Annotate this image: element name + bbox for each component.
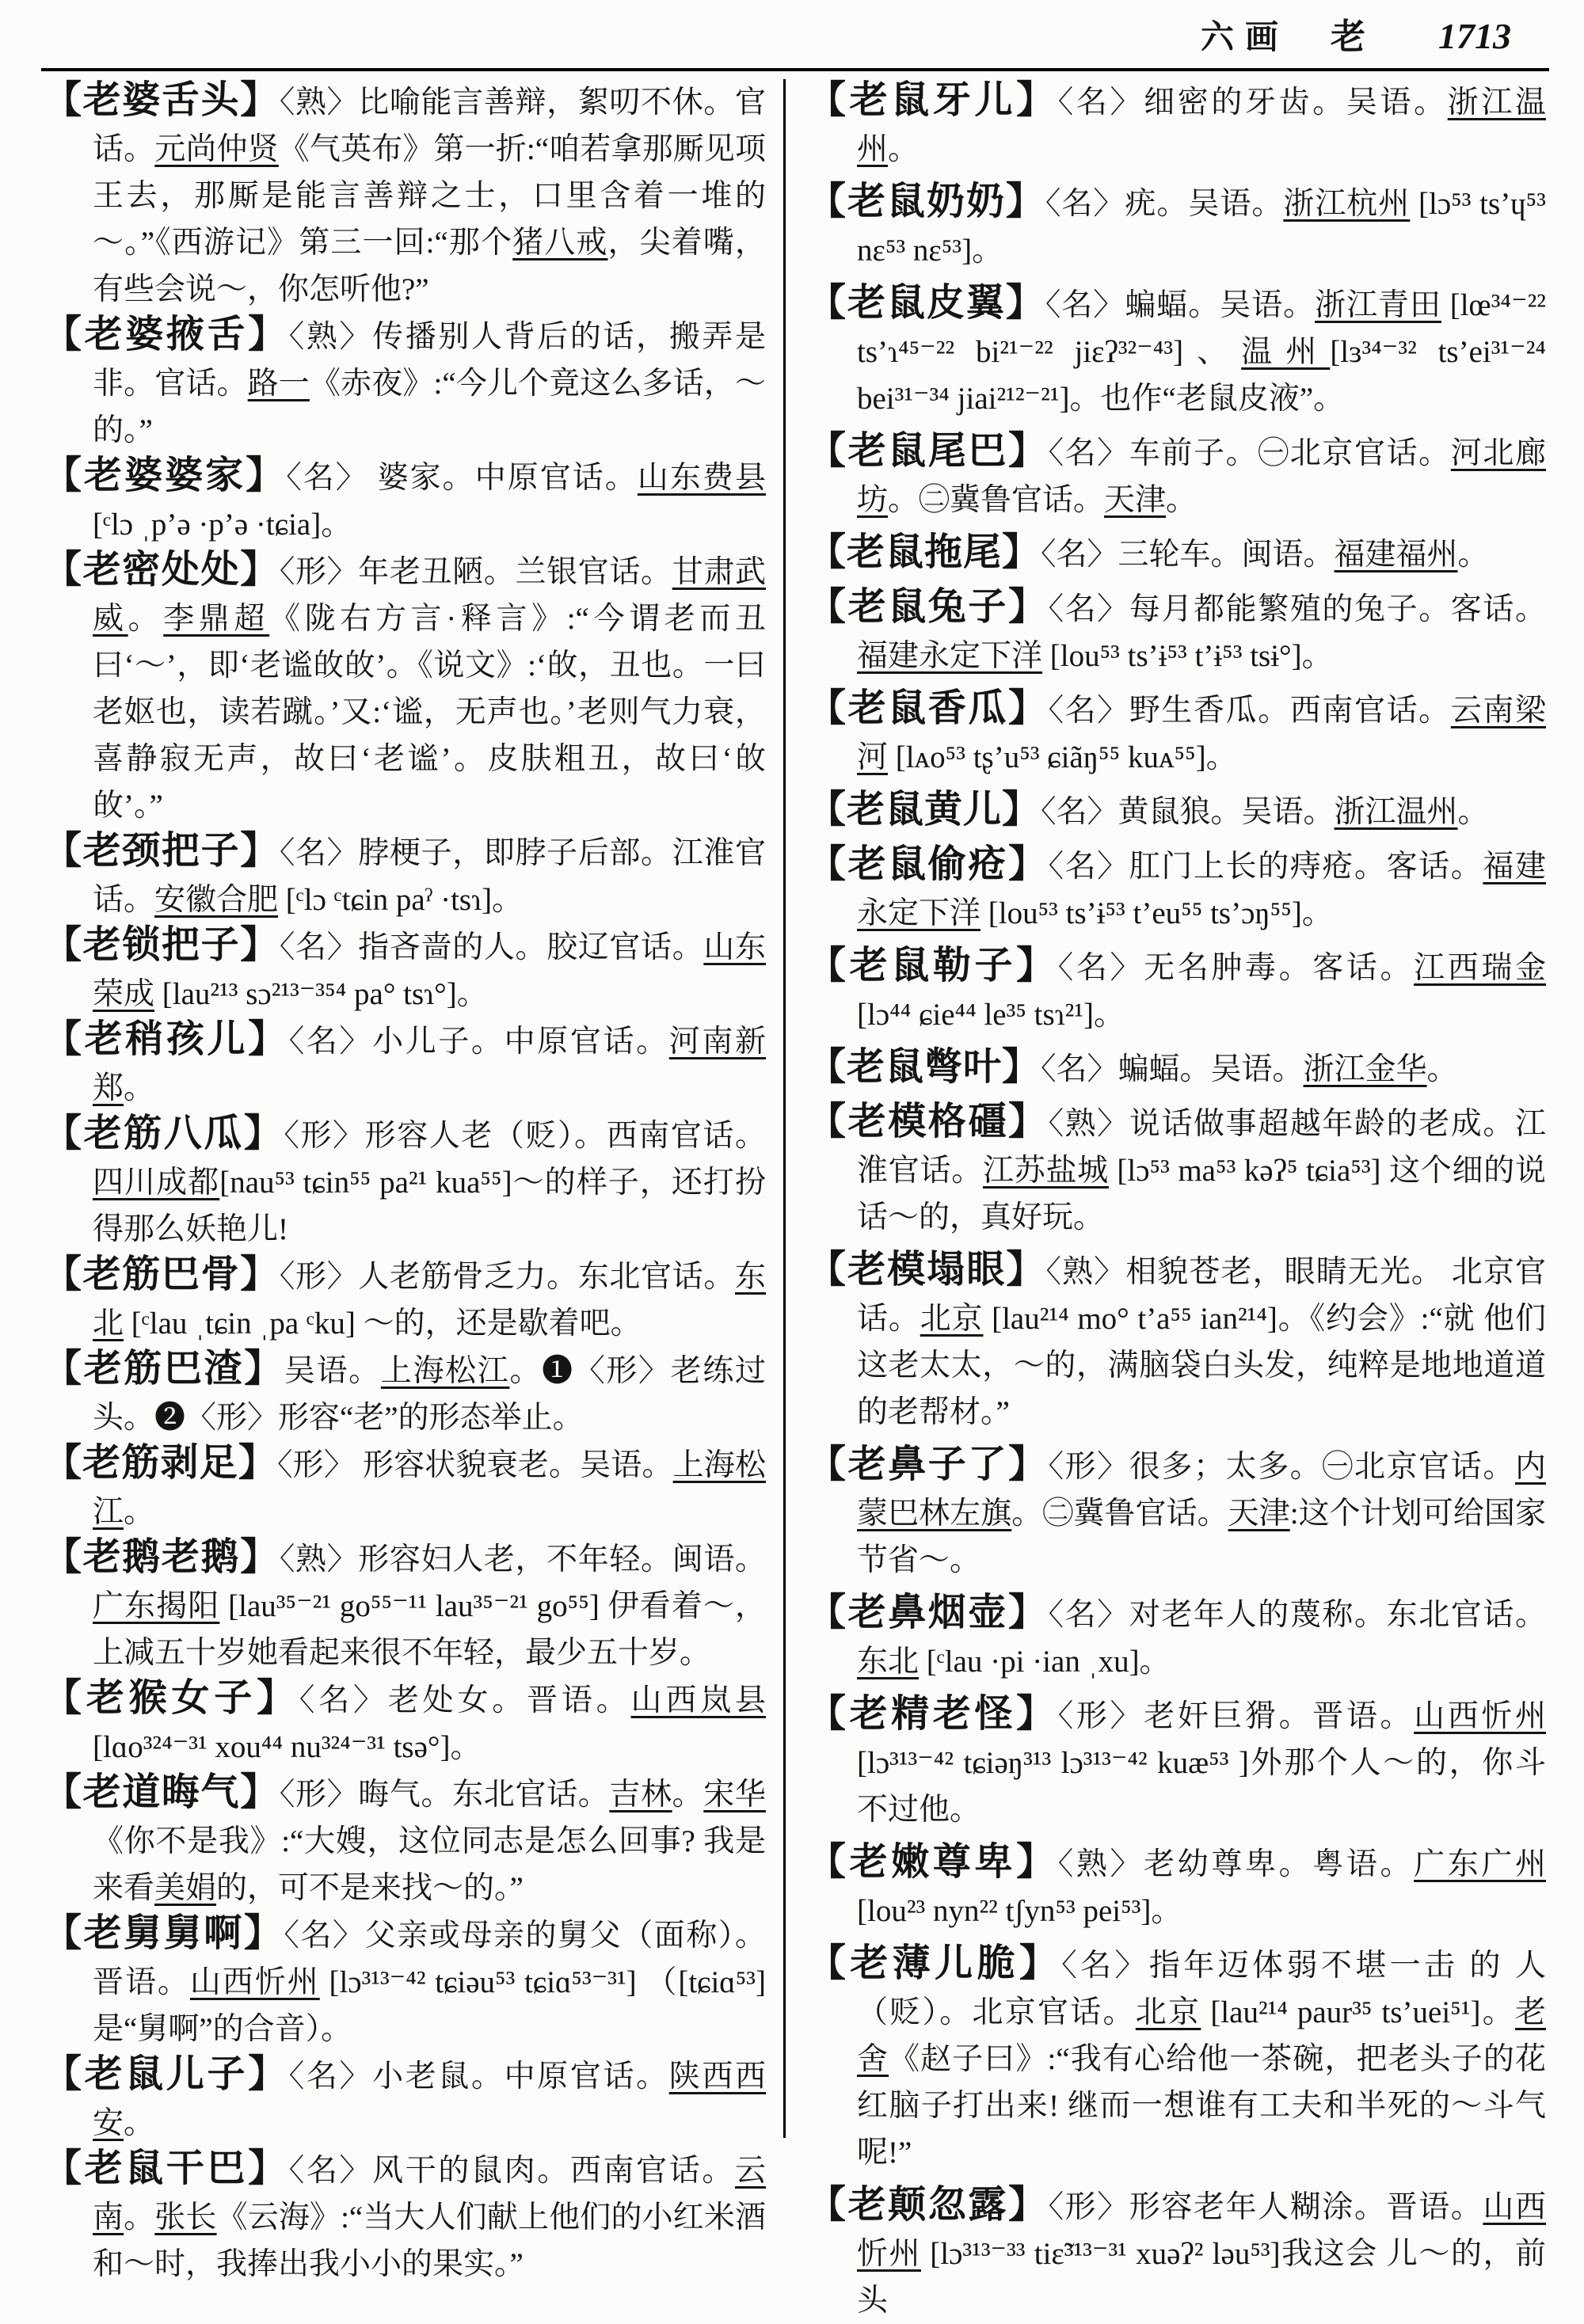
entry-headword: 【老婆掖舌】 — [44, 314, 289, 356]
dict-entry — [44, 1677, 766, 1771]
dict-entry — [44, 1018, 766, 1112]
entry-text: [lᴀo⁵³ tʂ’u⁵³ ɕiãŋ⁵⁵ kuᴀ⁵⁵]。 — [888, 740, 1237, 774]
entry-text: 〈名〉小儿子。中原官话。 — [288, 1025, 669, 1059]
proper-noun: 山西岚县 — [630, 1683, 766, 1717]
entry-text: [lɔ³¹³⁻³³ tiɛ̃³¹³⁻³¹ xuəʔ² ləu⁵³]我这会 儿～的，前头 — [857, 2237, 1546, 2318]
entry-headword: 【老精老怪】 — [808, 1693, 1058, 1735]
entry-text: 。❶〈形〉老练过头。❷〈形〉形容“老”的形态举止。 — [93, 1354, 766, 1435]
dict-entry — [808, 1101, 1546, 1241]
proper-noun: 吉林 — [609, 1778, 672, 1812]
proper-noun: 浙江金华 — [1303, 1052, 1427, 1086]
entry-headword: 【老稍孩儿】 — [44, 1018, 289, 1060]
entry-headword: 【老婆婆家】 — [44, 455, 287, 496]
entry-text: 。 — [672, 1778, 704, 1812]
entry-text: 。 — [124, 2200, 155, 2235]
dict-entry — [44, 549, 766, 829]
page-header — [0, 8, 1511, 59]
entry-text: 〈名〉疣。吴语。 — [1045, 187, 1284, 221]
entry-headword: 【老模塌眼】 — [808, 1249, 1046, 1291]
proper-noun: 天津 — [1104, 483, 1167, 517]
dict-entry — [808, 181, 1546, 274]
proper-noun: 福建永定下洋 — [857, 639, 1043, 673]
entry-text: 〈名〉指年迈体弱不堪一击 的 人 （贬）。北京官话。 — [857, 1949, 1546, 2029]
radical-label: 老 — [1331, 17, 1365, 56]
entry-text: 〈名〉黄鼠狼。吴语。 — [1041, 795, 1335, 829]
entry-text: 〈名〉对老年人的蔑称。东北官话。 — [1048, 1598, 1546, 1632]
proper-noun: 云南 — [93, 2154, 766, 2235]
proper-noun: 温州 — [1241, 335, 1331, 369]
entry-headword: 【老筋巴渣】 — [44, 1348, 284, 1390]
stroke-section-label: 六画 — [1200, 20, 1289, 56]
entry-text: [lɔ⁵³ ma⁵³ kəʔ⁵ tɕia⁵³] 这个细的说话～的，真好玩。 — [857, 1154, 1546, 1234]
entry-text: 。 — [124, 1495, 155, 1529]
entry-text: 。 — [1426, 1052, 1458, 1086]
entry-text: 〈名〉 婆家。中原官话。 — [286, 461, 638, 495]
entry-text: [lau²¹⁴ paur³⁵ ts’uei⁵¹]。 — [1201, 1995, 1515, 2029]
entry-text: 〈形〉形容老年人糊涂。晋语。 — [1048, 2190, 1483, 2224]
entry-headword: 【老鼠勒子】 — [808, 945, 1058, 987]
entry-text: 〈名〉细密的牙齿。吴语。 — [1057, 86, 1448, 120]
entry-text: [nau⁵³ tɕin⁵⁵ pa²¹ kua⁵⁵]～的样子，还打扮得那么妖艳儿! — [93, 1166, 766, 1246]
proper-noun: 山西忻州 — [857, 2190, 1546, 2271]
entry-text: 〈名〉车前子。㊀北京官话。 — [1048, 436, 1451, 470]
entry-headword: 【老鼠皮翼】 — [808, 282, 1045, 324]
entry-text: ，尖着嘴，有些会说～，你怎听他?” — [93, 226, 766, 306]
proper-noun: 美娟 — [154, 1871, 217, 1905]
proper-noun: 老舍 — [857, 1995, 1546, 2076]
proper-noun: 东北 — [93, 1260, 766, 1341]
proper-noun: 四川成都 — [93, 1166, 220, 1200]
entry-text: 《赤夜》:“今儿个竟这么多话，～的。” — [93, 367, 766, 447]
entry-text: [ᶜlɔ ᶜtɕin paˀ ·tsɿ]。 — [278, 883, 524, 917]
header-rule — [41, 68, 1549, 71]
proper-noun: 山西忻州 — [189, 1965, 320, 1999]
dict-entry — [808, 687, 1546, 781]
entry-text: [lɑo³²⁴⁻³¹ xou⁴⁴ nu³²⁴⁻³¹ tsə°]。 — [93, 1730, 482, 1764]
proper-noun: 山西忻州 — [1414, 1699, 1546, 1733]
dict-entry — [808, 1046, 1546, 1093]
dict-entry — [44, 1253, 766, 1347]
entry-text: 。 — [1457, 795, 1489, 829]
entry-text: 〈名〉脖梗子，即脖子后部。江淮官话。 — [93, 836, 766, 917]
entry-headword: 【老鼻烟壶】 — [808, 1592, 1049, 1634]
entry-text: 〈熟〉说话做事超越年龄的老成。江淮官话。 — [857, 1107, 1546, 1188]
entry-text: 。 — [1166, 483, 1198, 517]
entry-headword: 【老猴女子】 — [44, 1677, 299, 1719]
entry-headword: 【老鹅老鹅】 — [44, 1536, 280, 1578]
dictionary-page-body — [44, 79, 1546, 2318]
dict-entry — [44, 924, 766, 1017]
page-number: 1713 — [1438, 16, 1511, 56]
proper-noun: 福建永定下洋 — [857, 850, 1546, 930]
entry-text: [lɔ⁵³ ts’ɥ⁵³ nɛ⁵³ nɛ⁵³]。 — [857, 187, 1546, 268]
dict-entry — [44, 79, 766, 313]
proper-noun: 内蒙巴林左旗 — [857, 1450, 1546, 1531]
proper-noun: 浙江温州 — [1334, 795, 1458, 829]
proper-noun: 猪八戒 — [512, 226, 608, 260]
entry-text: 〈形〉老奸巨猾。晋语。 — [1057, 1699, 1415, 1733]
entry-text: [lau³⁵⁻²¹ go⁵⁵⁻¹¹ lau³⁵⁻²¹ go⁵⁵] 伊看着～，上减五十岁她看起来很不年轻，最少五十岁。 — [93, 1589, 766, 1670]
proper-noun: 江西瑞金 — [1414, 951, 1546, 985]
dict-entry — [808, 2184, 1546, 2324]
entry-text: 〈形〉很多；太多。㊀北京官话。 — [1048, 1450, 1515, 1484]
entry-text: 〈形〉晦气。东北官话。 — [279, 1778, 610, 1812]
proper-noun: 河南新郑 — [93, 1025, 766, 1105]
entry-text: 。 — [128, 602, 164, 636]
proper-noun: 福建福州 — [1334, 538, 1458, 572]
entry-text: 〈名〉三轮车。闽语。 — [1041, 538, 1335, 572]
entry-text: 《陇右方言·释言》:“今谓老而丑曰‘～’，即‘老谧敀敀’。《说文》:‘敀，丑也。一曰老妪也，读若蹴。’又:‘谧，无声也。’老则气力衰，喜静寂无声，故曰‘老谧’。皮肤粗丑，故曰‘敀敀’。” — [93, 602, 766, 823]
entry-text: 。㊁冀鲁官话。 — [888, 483, 1105, 517]
entry-headword: 【老鼠儿子】 — [44, 2053, 289, 2095]
entry-text: [ᶜlau ·pi ·ian ˌxu]。 — [919, 1645, 1171, 1679]
entry-text: 〈名〉肛门上长的痔疮。客话。 — [1048, 850, 1483, 884]
entry-text: 《你不是我》:“大嫂，这位同志是怎么回事? 我是来看 — [93, 1824, 766, 1905]
proper-noun: 河北廊坊 — [857, 436, 1546, 517]
entry-text: 。 — [124, 1071, 155, 1105]
entry-headword: 【老鼠香瓜】 — [808, 687, 1049, 729]
proper-noun: 陕西西安 — [93, 2060, 766, 2140]
dict-entry — [808, 282, 1546, 422]
dict-entry — [44, 1442, 766, 1535]
proper-noun: 安徽合肥 — [154, 883, 279, 917]
proper-noun: 张长 — [154, 2200, 217, 2235]
proper-noun: 浙江杭州 — [1283, 187, 1411, 221]
entry-text: 〈熟〉相貌苍老，眼睛无光。 北京官话。 — [857, 1255, 1546, 1336]
proper-noun: 东北 — [857, 1645, 920, 1679]
proper-noun: 北京 — [920, 1302, 984, 1336]
entry-headword: 【老鼻子了】 — [808, 1443, 1049, 1485]
proper-noun: 李鼎超 — [163, 602, 270, 636]
entry-text: 。 — [124, 2106, 155, 2140]
dict-entry — [808, 531, 1546, 578]
dict-entry — [808, 79, 1546, 173]
entry-text: :这个计划可给国家节省～。 — [857, 1497, 1546, 1577]
dict-entry — [44, 2053, 766, 2147]
entry-text: 〈名〉父亲或母亲的舅父（面称）。晋语。 — [93, 1919, 766, 1999]
left-column — [44, 79, 766, 2281]
entry-text: 〈熟〉传播别人背后的话，搬弄是非。官话。 — [93, 320, 766, 401]
dict-entry — [808, 843, 1546, 937]
entry-text: [lou²³ nyn²² tʃyn⁵³ pei⁵³]。 — [857, 1894, 1182, 1928]
proper-noun: 上海松江 — [380, 1354, 510, 1388]
entry-text: 《云海》:“当大人们献上他们的小红米酒和～时，我捧出我小小的果实。” — [93, 2200, 766, 2281]
entry-headword: 【老鼠彆叶】 — [808, 1046, 1041, 1088]
dict-entry — [808, 586, 1546, 679]
entry-headword: 【老筋八瓜】 — [44, 1113, 284, 1154]
entry-headword: 【老鼠牙儿】 — [808, 79, 1058, 121]
proper-noun: 北京 — [1135, 1995, 1201, 2029]
entry-headword: 【老锁把子】 — [44, 924, 280, 966]
entry-text: [ᶜlau ˌtɕin ˌpa ᶜku] ～的，还是歇着吧。 — [124, 1307, 642, 1341]
dict-entry — [44, 455, 766, 548]
entry-text: 〈名〉无名肿毒。客话。 — [1057, 951, 1415, 985]
entry-text: 《气英布》第一折:“咱若拿那厮见项王去，那厮是能言善辩之士，口里含着一堆的～。”《西游记》第三一回:“那个 — [93, 132, 766, 260]
entry-headword: 【老鼠兔子】 — [808, 586, 1049, 628]
entry-headword: 【老道晦气】 — [44, 1771, 280, 1813]
entry-text: 〈形〉形容人老（贬）。西南官话。 — [284, 1119, 766, 1153]
entry-text: [lou⁵³ ts’ɨ⁵³ t’ɨ⁵³ tsɨ°]。 — [1042, 639, 1333, 673]
entry-headword: 【老颠忽露】 — [808, 2184, 1049, 2226]
entry-text: [lɔ⁴⁴ ɕie⁴⁴ le³⁵ tsɿ²¹]。 — [857, 998, 1125, 1032]
entry-text: [lau²¹⁴ mo° t’a⁵⁵ ian²¹⁴]。《约会》:“就 他们这老太太，～的，满脑袋白头发，纯粹是地地道道的老帮材。” — [857, 1302, 1546, 1429]
entry-text: 〈名〉蝙蝠。吴语。 — [1041, 1052, 1304, 1086]
entry-headword: 【老嫩尊卑】 — [808, 1841, 1058, 1883]
entry-text: 的，可不是来找～的。” — [216, 1871, 524, 1905]
proper-noun: 甘肃武威 — [93, 555, 766, 636]
entry-headword: 【老密处处】 — [44, 549, 280, 591]
entry-text: [lœ³⁴⁻²² ts’ɿ⁴⁵⁻²² bi²¹⁻²² jiɛʔ³²⁻⁴³]、 — [857, 288, 1546, 369]
entry-text: 〈形〉年老丑陋。兰银官话。 — [279, 555, 672, 589]
dict-entry — [808, 430, 1546, 523]
entry-text: [lɜ³⁴⁻³² ts’ei³¹⁻²⁴ bei³¹⁻³⁴ jiai²¹²⁻²¹]。也作“老鼠皮液”。 — [857, 335, 1546, 416]
entry-headword: 【老婆舌头】 — [44, 79, 280, 121]
entry-text: 〈名〉指吝啬的人。胶辽官话。 — [279, 930, 704, 964]
proper-noun: 宋华 — [703, 1778, 766, 1812]
entry-headword: 【老鼠拖尾】 — [808, 531, 1041, 573]
proper-noun: 广东揭阳 — [93, 1589, 220, 1623]
dict-entry — [44, 1113, 766, 1253]
proper-noun: 山东费县 — [637, 461, 766, 495]
entry-text: [lɔ³¹³⁻⁴² tɕiəu⁵³ tɕiɑ⁵³⁻³¹] （[tɕiɑ⁵³] 是“舅啊”的合音）。 — [93, 1965, 766, 2046]
proper-noun: 天津 — [1228, 1497, 1290, 1531]
dict-entry — [44, 2147, 766, 2288]
dict-entry — [808, 1693, 1546, 1833]
proper-noun: 浙江青田 — [1315, 288, 1442, 322]
entry-text: 〈名〉每月都能繁殖的兔子。客话。 — [1048, 592, 1546, 626]
entry-headword: 【老鼠奶奶】 — [808, 181, 1045, 223]
entry-headword: 【老薄儿脆】 — [808, 1942, 1062, 1984]
entry-text: 。 — [888, 132, 920, 166]
dict-entry — [44, 1536, 766, 1676]
dict-entry — [808, 1942, 1546, 2176]
entry-text: 〈形〉 形容状貌衰老。吴语。 — [277, 1448, 673, 1482]
entry-text: 〈名〉蝙蝠。吴语。 — [1045, 288, 1316, 322]
proper-noun: 山东荣成 — [93, 930, 766, 1011]
entry-text: [lɔ³¹³⁻⁴² tɕiəŋ³¹³ lɔ³¹³⁻⁴² kuæ⁵³ ]外那个人～的，你斗不过他。 — [857, 1746, 1546, 1827]
entry-text: [lau²¹³ sɔ²¹³⁻³⁵⁴ pa° tsɿ°]。 — [154, 977, 488, 1011]
dict-entry — [44, 314, 766, 454]
proper-noun: 广东广州 — [1414, 1847, 1546, 1881]
proper-noun: 江苏盐城 — [982, 1154, 1109, 1188]
dict-entry — [808, 945, 1546, 1038]
entry-text: 〈熟〉比喻能言善辩，絮叨不休。官话。 — [93, 86, 766, 166]
dict-entry — [808, 1592, 1546, 1685]
dict-entry — [44, 1348, 766, 1441]
entry-headword: 【老模格礓】 — [808, 1101, 1049, 1143]
entry-text: 《赵子曰》:“我有心给他一茶碗，把老头子的花红脑子打出来! 继而一想谁有工夫和半死的～斗气呢!” — [857, 2042, 1546, 2170]
proper-noun: 云南梁河 — [857, 694, 1546, 774]
dict-entry — [808, 1443, 1546, 1584]
entry-text: [lou⁵³ ts’ɨ⁵³ t’eu⁵⁵ ts’ɔŋ⁵⁵]。 — [980, 896, 1333, 930]
entry-headword: 【老鼠尾巴】 — [808, 430, 1049, 472]
dict-entry — [808, 1249, 1546, 1436]
entry-text: 〈名〉老处女。晋语。 — [299, 1683, 631, 1717]
entry-text: 吴语。 — [284, 1354, 381, 1388]
proper-noun: 浙江温州 — [857, 86, 1546, 166]
entry-text: 〈名〉小老鼠。中原官话。 — [288, 2060, 669, 2094]
entry-headword: 【老鼠黄儿】 — [808, 789, 1041, 831]
entry-headword: 【老颈把子】 — [44, 830, 280, 872]
entry-text: 。㊁冀鲁官话。 — [1011, 1497, 1228, 1531]
dict-entry — [44, 1912, 766, 2052]
entry-text: 〈熟〉形容妇人老，不年轻。闽语。 — [279, 1542, 766, 1577]
entry-headword: 【老筋巴骨】 — [44, 1253, 280, 1295]
proper-noun: 路一 — [247, 367, 310, 401]
dict-entry — [808, 1841, 1546, 1934]
dict-entry — [44, 1771, 766, 1911]
proper-noun: 元尚仲贤 — [154, 132, 279, 166]
entry-text: 〈熟〉老幼尊卑。粤语。 — [1057, 1847, 1415, 1881]
dict-entry — [44, 830, 766, 923]
entry-text: [ᶜlɔ ˌp’ə ·p’ə ·tɕia]。 — [93, 508, 352, 542]
proper-noun: 上海松江 — [93, 1448, 766, 1529]
entry-text: 〈名〉风干的鼠肉。西南官话。 — [288, 2154, 735, 2188]
entry-headword: 【老舅舅啊】 — [44, 1912, 284, 1954]
entry-headword: 【老筋剥足】 — [44, 1442, 278, 1484]
right-column — [786, 79, 1546, 2318]
entry-text: 〈名〉野生香瓜。西南官话。 — [1048, 694, 1451, 728]
entry-text: 。 — [1457, 538, 1489, 572]
entry-text: 〈形〉人老筋骨乏力。东北官话。 — [279, 1260, 735, 1294]
entry-headword: 【老鼠干巴】 — [44, 2147, 289, 2189]
dict-entry — [808, 789, 1546, 835]
entry-headword: 【老鼠偷疮】 — [808, 843, 1049, 885]
